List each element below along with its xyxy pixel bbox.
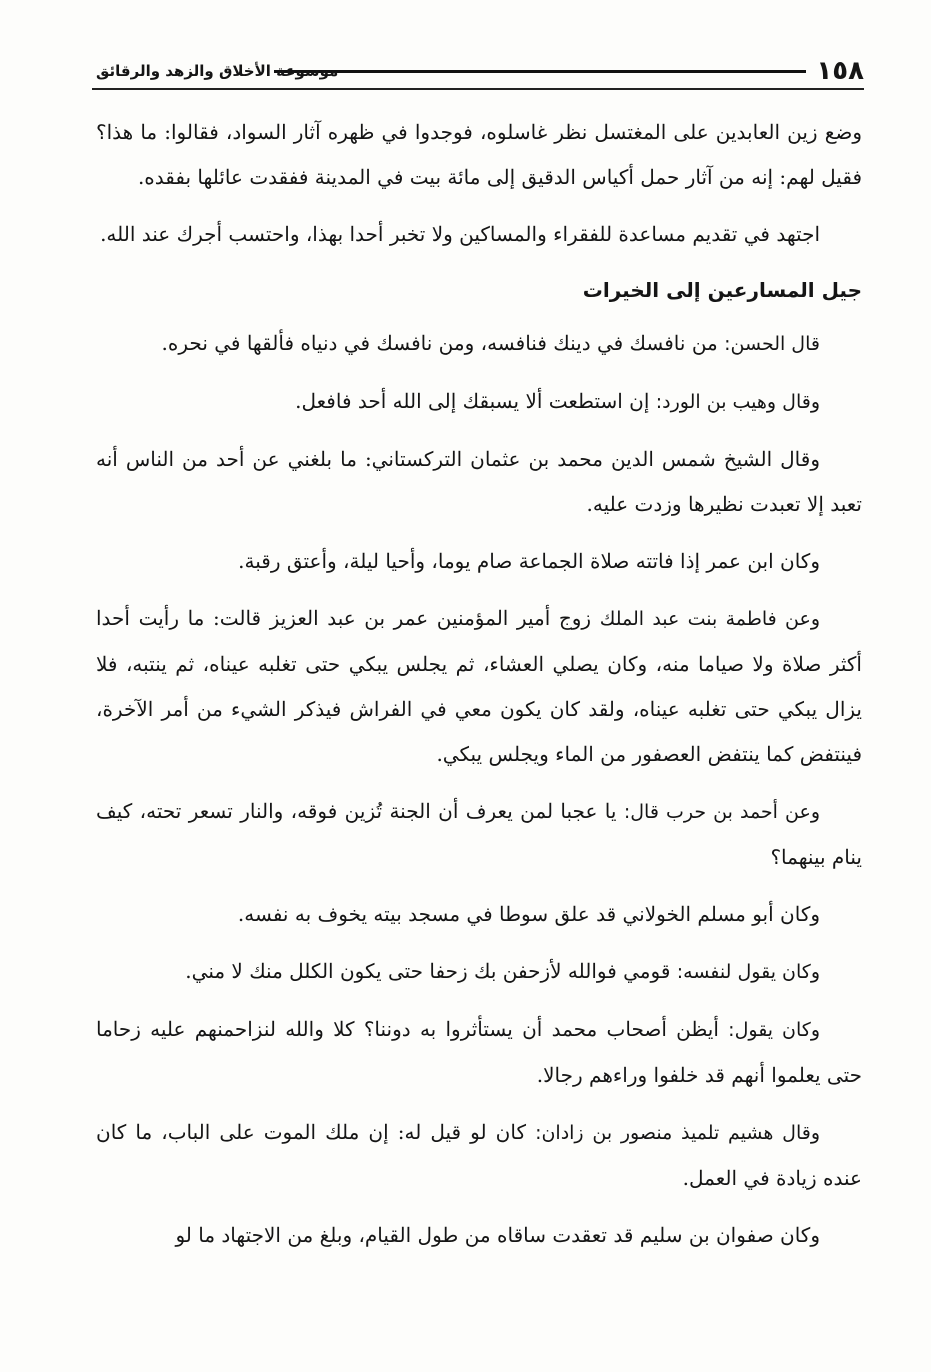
speaker-label: قال الحسن: bbox=[724, 333, 820, 355]
speaker-label: وقال وهيب بن الورد: bbox=[655, 391, 820, 413]
paragraph-turkistani: وقال الشيخ شمس الدين محمد بن عثمان التركستاني: ما بلغني عن أحد من الناس أنه تعبد إلا تعبدت نظيرها وزدت عليه. bbox=[96, 447, 862, 516]
speaker-label: وكان يقول: bbox=[728, 1019, 820, 1041]
paragraph-abu-muslim-self bbox=[96, 949, 862, 995]
speaker-label: وعن أحمد بن حرب قال: bbox=[623, 801, 820, 823]
paragraph-advice: اجتهد في تقديم مساعدة للفقراء والمساكين ولا تخبر أحدا بهذا، واحتسب أجرك عند الله. bbox=[100, 222, 820, 246]
quote-text: إن استطعت ألا يسبقك إلى الله أحد فافعل. bbox=[295, 389, 656, 413]
speaker-label: وكان يقول لنفسه: bbox=[676, 961, 820, 983]
paragraph-zain-alabidin: وضع زين العابدين على المغتسل نظر غاسلوه، فوجدوا في ظهره آثار السواد، فقالوا: ما هذا؟ فقيل لهم: إنه من آثار حمل أكياس الدقيق إلى مائة بيت في المدينة ففقدت عائلها بفقده. bbox=[96, 120, 862, 189]
body-text bbox=[96, 110, 862, 1270]
paragraph-hushaim bbox=[96, 1110, 862, 1201]
quote-text: يا عجبا لمن يعرف أن الجنة تُزين فوقه، والنار تسعر تحته، كيف ينام بينهما؟ bbox=[96, 799, 862, 869]
quote-text: من نافسك في دينك فنافسه، ومن نافسك في دنياه فألقها في نحره. bbox=[161, 331, 725, 355]
speaker-label: وعن فاطمة بنت عبد الملك bbox=[599, 608, 820, 630]
quote-text: أيظن أصحاب محمد أن يستأثروا به دوننا؟ كلا والله لنزاحمنهم عليه زحاما حتى يعلموا أنهم قد خلفوا وراءهم رجالا. bbox=[96, 1017, 862, 1087]
quote-text: قومي فوالله لأزحفن بك زحفا حتى يكون الكلل منك لا مني. bbox=[185, 959, 677, 983]
running-header bbox=[96, 56, 864, 88]
book-title: موسوعة الأخلاق والزهد والرقائق bbox=[96, 62, 339, 80]
paragraph-safwan: وكان صفوان بن سليم قد تعقدت ساقاه من طول القيام، وبلغ من الاجتهاد ما لو bbox=[175, 1223, 820, 1247]
paragraph-abu-muslim: وكان أبو مسلم الخولاني قد علق سوطا في مسجد بيته يخوف به نفسه. bbox=[237, 902, 820, 926]
speaker-label: وقال هشيم تلميذ منصور بن زادان: bbox=[535, 1122, 820, 1144]
header-rule bbox=[274, 70, 806, 73]
section-heading: جيل المسارعين إلى الخيرات bbox=[582, 278, 862, 302]
quote-text: كان لو قيل له: إن ملك الموت على الباب، ما كان عنده زيادة في العمل. bbox=[96, 1120, 862, 1190]
paragraph-companions bbox=[96, 1007, 862, 1098]
header-underline bbox=[92, 88, 864, 90]
paragraph-ibn-umar: وكان ابن عمر إذا فاتته صلاة الجماعة صام يوما، وأحيا ليلة، وأعتق رقبة. bbox=[238, 549, 820, 573]
paragraph-ahmad-ibn-harb bbox=[96, 789, 862, 880]
paragraph-wuhaib bbox=[96, 379, 862, 425]
quote-text: زوج أمير المؤمنين عمر بن عبد العزيز قالت: ما رأيت أحدا أكثر صلاة ولا صياما منه، وكان يصلي العشاء، ثم يجلس يبكي حتى تغلبه عيناه، ثم ينتبه، فلا يزال يبكي حتى تغلبه عيناه، ولقد كان يكون معي في الفراش فيذكر الشيء من أمر الآخرة، فينتفض كما ينتفض العصفور من الماء ويجلس يبكي. bbox=[96, 606, 862, 766]
paragraph-hasan bbox=[96, 321, 862, 367]
page-number: ١٥٨ bbox=[816, 56, 864, 86]
paragraph-fatima bbox=[96, 596, 862, 777]
